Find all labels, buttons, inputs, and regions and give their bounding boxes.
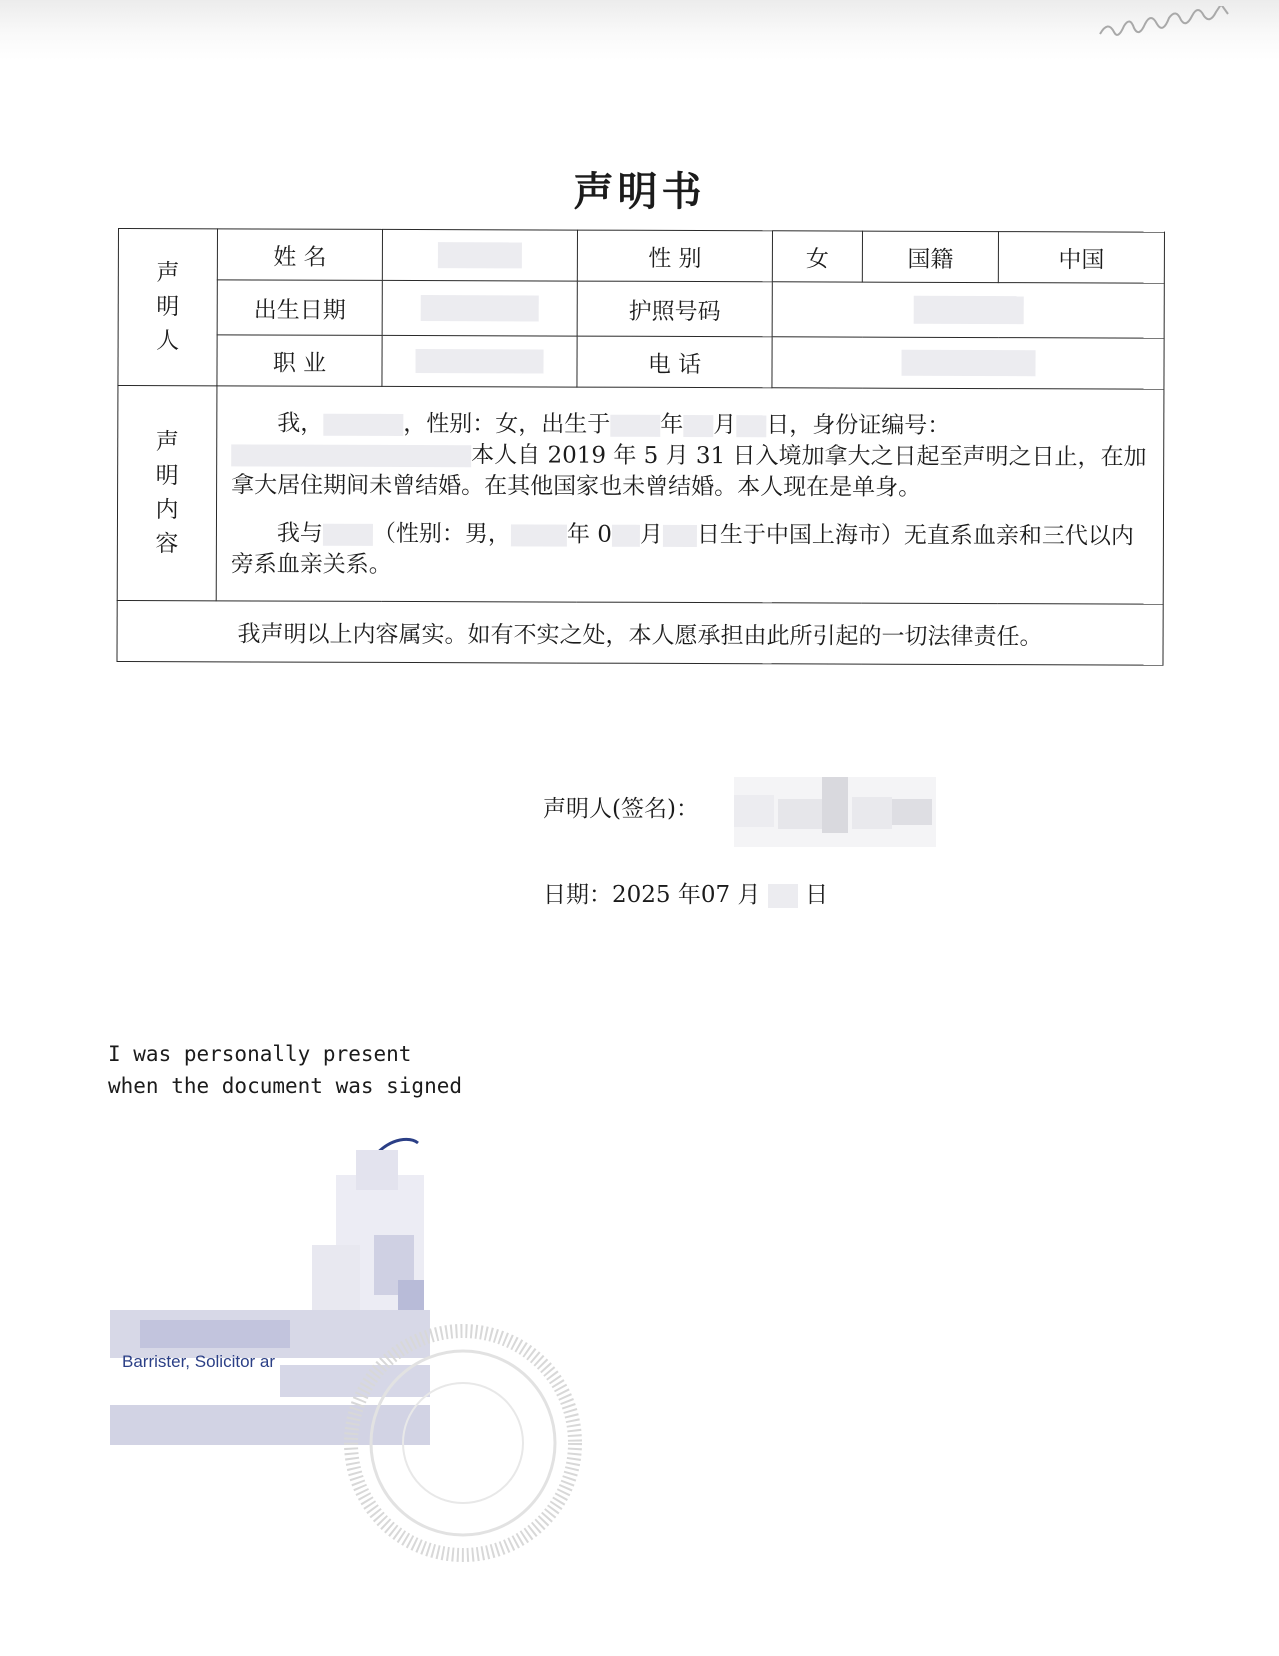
redaction-block — [323, 414, 403, 436]
name-label: 姓 名 — [217, 229, 382, 281]
redaction-block — [610, 415, 660, 437]
gender-label: 性 别 — [577, 230, 772, 282]
redaction-block — [415, 349, 543, 373]
declaration-paragraph-1: 我， ，性别：女，出生于 年 月 日，身份证编号：本人自 2019 年 5 月 31 日入境加拿大之日起至声明之日止，在加拿大居住期间未曾结婚。在其他国家也未曾结婚。本人现在是单身。 — [231, 410, 1147, 501]
redaction-block — [683, 415, 713, 437]
declarant-section-label: 声 明 人 — [118, 229, 218, 386]
declaration-paragraph-2: 我与 （性别：男， 年 0 月 日生于中国上海市）无直系血亲和三代以内旁系血亲关系。 — [230, 520, 1134, 578]
phone-value — [772, 337, 1164, 389]
lawyer-stamp-title: Barrister, Solicitor ar — [122, 1352, 276, 1371]
redaction-block — [913, 296, 1023, 324]
embossed-seal — [338, 1318, 588, 1568]
name-value — [382, 229, 577, 281]
date-month: 07 — [700, 882, 731, 908]
redaction-block — [231, 444, 471, 467]
handwritten-reference-number — [1095, 6, 1265, 46]
date-year: 2025 — [612, 882, 671, 908]
birthdate-label: 出生日期 — [217, 280, 382, 336]
redaction-block — [736, 415, 766, 437]
gender-value: 女 — [772, 231, 862, 282]
passport-value — [772, 282, 1164, 338]
occupation-label: 职 业 — [217, 335, 382, 387]
date-line: 日期：2025 年07 月 日 — [543, 882, 829, 908]
occupation-value — [382, 335, 577, 387]
redaction-block — [612, 525, 640, 547]
redaction-block — [438, 242, 522, 268]
redaction-block — [663, 525, 697, 547]
redaction-block — [323, 524, 373, 546]
redaction-block — [901, 350, 1035, 376]
signature-line — [543, 790, 699, 823]
signature-label: 声明人(签名)： — [543, 796, 699, 822]
birthdate-value — [382, 280, 577, 336]
phone-label: 电 话 — [577, 336, 772, 388]
scan-top-shadow — [0, 0, 1279, 60]
witness-statement: I was personally present when the document was signed — [108, 1042, 463, 1098]
declaration-footer: 我声明以上内容属实。如有不实之处，本人愿承担由此所引起的一切法律责任。 — [117, 600, 1163, 665]
nationality-label: 国籍 — [862, 231, 998, 282]
declaration-table — [116, 228, 1165, 666]
document-title: 声明书 — [573, 169, 706, 215]
passport-label: 护照号码 — [577, 281, 772, 337]
declaration-content — [216, 386, 1164, 604]
content-section-label: 声 明 内 容 — [117, 386, 217, 601]
redacted-signature — [734, 777, 936, 847]
redaction-block — [511, 524, 567, 546]
nationality-value: 中国 — [998, 232, 1164, 284]
redaction-block — [768, 884, 798, 908]
redaction-block — [421, 295, 539, 321]
date-label: 日期： — [543, 882, 612, 908]
